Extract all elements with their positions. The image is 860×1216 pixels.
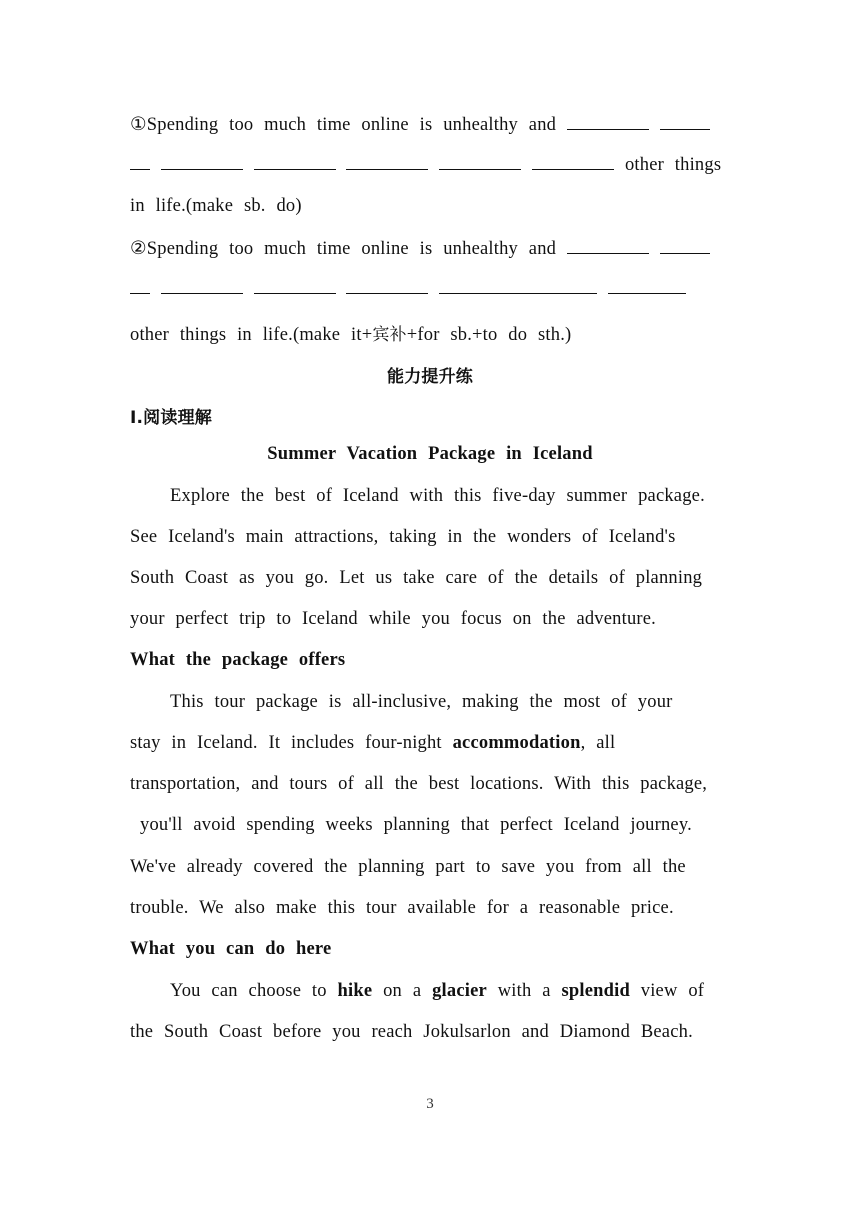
exercise-2-line-2 bbox=[130, 279, 686, 300]
exercise-2-text-cn: 宾补 bbox=[372, 325, 407, 345]
answer-blank bbox=[254, 155, 336, 170]
part-title: Ⅰ.阅读理解 bbox=[130, 408, 212, 428]
exercise-2-text-b: +for sb.+to do sth.) bbox=[406, 325, 572, 345]
answer-blank bbox=[130, 155, 150, 170]
vocab-splendid: splendid bbox=[561, 981, 630, 1001]
answer-blank bbox=[532, 155, 614, 170]
paragraph-3-text: You can choose to bbox=[170, 981, 338, 1001]
paragraph-2-line: trouble. We also make this tour available for a reasonable price. bbox=[130, 898, 674, 918]
answer-blank bbox=[439, 155, 521, 170]
paragraph-2-line: you'll avoid spending weeks planning that perfect Iceland journey. bbox=[140, 815, 692, 835]
paragraph-2-line: We've already covered the planning part to save you from all the bbox=[130, 857, 686, 877]
answer-blank bbox=[608, 279, 686, 294]
answer-blank bbox=[346, 155, 428, 170]
paragraph-1-line: Explore the best of Iceland with this five-day summer package. bbox=[170, 486, 705, 506]
answer-blank bbox=[254, 279, 336, 294]
paragraph-3-text: with a bbox=[486, 981, 562, 1001]
paragraph-3-text: view of bbox=[629, 981, 705, 1001]
paragraph-3-line bbox=[170, 981, 704, 1002]
article-title: Summer Vacation Package in Iceland bbox=[267, 444, 593, 464]
subheading-package-offers: What the package offers bbox=[130, 650, 346, 670]
exercise-2-text-a: other things in life.(make it+ bbox=[130, 325, 373, 345]
answer-blank bbox=[130, 279, 150, 294]
vocab-accommodation: accommodation bbox=[452, 733, 581, 753]
paragraph-1-line: South Coast as you go. Let us take care of the details of planning bbox=[130, 568, 703, 588]
exercise-2-lead: ②Spending too much time online is unhealthy and bbox=[130, 239, 557, 259]
paragraph-2-line: This tour package is all-inclusive, making the most of your bbox=[170, 692, 673, 712]
paragraph-3-text: on a bbox=[372, 981, 433, 1001]
subheading-what-you-can-do: What you can do here bbox=[130, 939, 332, 959]
answer-blank bbox=[567, 239, 649, 254]
answer-blank bbox=[161, 279, 243, 294]
answer-blank bbox=[660, 239, 710, 254]
paragraph-2-text: , all bbox=[580, 733, 616, 753]
page-number: 3 bbox=[426, 1096, 434, 1112]
paragraph-2-line: transportation, and tours of all the best locations. With this package, bbox=[130, 774, 708, 794]
paragraph-3-line: the South Coast before you reach Jokulsarlon and Diamond Beach. bbox=[130, 1022, 693, 1042]
exercise-1-tail: other things bbox=[624, 155, 722, 175]
vocab-hike: hike bbox=[337, 981, 373, 1001]
answer-blank bbox=[439, 279, 597, 294]
answer-blank bbox=[161, 155, 243, 170]
exercise-2-line-3 bbox=[130, 320, 571, 346]
section-title: 能力提升练 bbox=[387, 367, 473, 387]
exercise-1-lead: ①Spending too much time online is unhealthy and bbox=[130, 115, 557, 135]
exercise-2-line-1 bbox=[130, 238, 710, 260]
exercise-1-line-2 bbox=[130, 155, 721, 176]
paragraph-1-line: See Iceland's main attractions, taking in the wonders of Iceland's bbox=[130, 527, 676, 547]
exercise-1-line-1 bbox=[130, 114, 710, 136]
answer-blank bbox=[346, 279, 428, 294]
paragraph-2-text: stay in Iceland. It includes four-night bbox=[130, 733, 453, 753]
paragraph-1-line: your perfect trip to Iceland while you focus on the adventure. bbox=[130, 609, 657, 629]
answer-blank bbox=[660, 115, 710, 130]
answer-blank bbox=[567, 115, 649, 130]
vocab-glacier: glacier bbox=[432, 981, 487, 1001]
paragraph-2-line bbox=[130, 733, 615, 754]
exercise-1-line-3: in life.(make sb. do) bbox=[130, 196, 302, 216]
